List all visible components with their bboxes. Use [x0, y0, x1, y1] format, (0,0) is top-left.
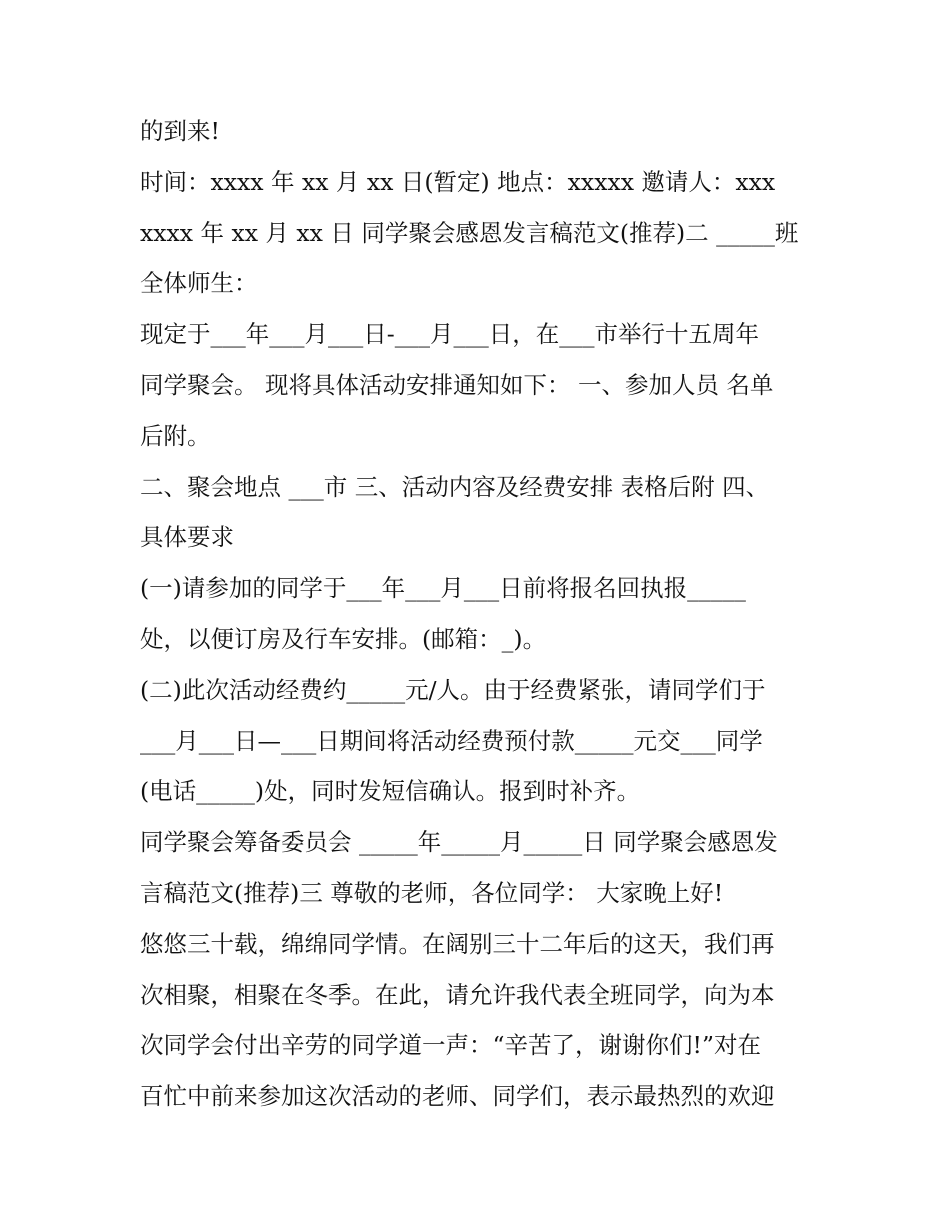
text-line: 言稿范文(推荐)三 尊敬的老师，各位同学： 大家晚上好!	[140, 878, 724, 907]
text-line: 次同学会付出辛劳的同学道一声：“辛苦了，谢谢你们!”对在	[140, 1031, 761, 1060]
text-line: 百忙中前来参加这次活动的老师、同学们，表示最热烈的欢迎	[140, 1082, 775, 1111]
text-line: ___月___日—___日期间将活动经费预付款_____元交___同学	[140, 726, 763, 755]
text-line: 次相聚，相聚在冬季。在此，请允许我代表全班同学，向为本	[140, 980, 775, 1009]
text-line: 悠悠三十载，绵绵同学情。在阔别三十二年后的这天，我们再	[140, 929, 775, 958]
text-line: 同学聚会。 现将具体活动安排通知如下： 一、参加人员 名单	[140, 370, 774, 399]
text-line: 现定于___年___月___日-___月___日，在___市举行十五周年	[140, 320, 759, 349]
text-line: (二)此次活动经费约_____元/人。由于经费紧张，请同学们于	[140, 675, 766, 704]
text-line: (电话_____)处，同时发短信确认。报到时补齐。	[140, 777, 641, 806]
text-line: 具体要求	[140, 523, 234, 552]
text-line: 二、聚会地点 ___市 三、活动内容及经费安排 表格后附 四、	[140, 472, 770, 501]
document-body	[140, 106, 820, 1122]
text-line: 的到来!	[140, 117, 220, 145]
text-line: 处，以便订房及行车安排。(邮箱：_)。	[140, 624, 547, 653]
text-line: xxxx 年 xx 月 xx 日 同学聚会感恩发言稿范文(推荐)二 _____班	[140, 218, 799, 247]
text-line: 全体师生：	[140, 269, 258, 298]
text-line: (一)请参加的同学于___年___月___日前将报名回执报_____	[140, 574, 746, 603]
text-line: 时间：xxxx 年 xx 月 xx 日(暂定) 地点：xxxxx 邀请人：xxx	[140, 167, 776, 196]
text-line: 后附。	[140, 421, 211, 450]
text-line: 同学聚会筹备委员会 _____年_____月_____日 同学聚会感恩发	[140, 828, 778, 857]
